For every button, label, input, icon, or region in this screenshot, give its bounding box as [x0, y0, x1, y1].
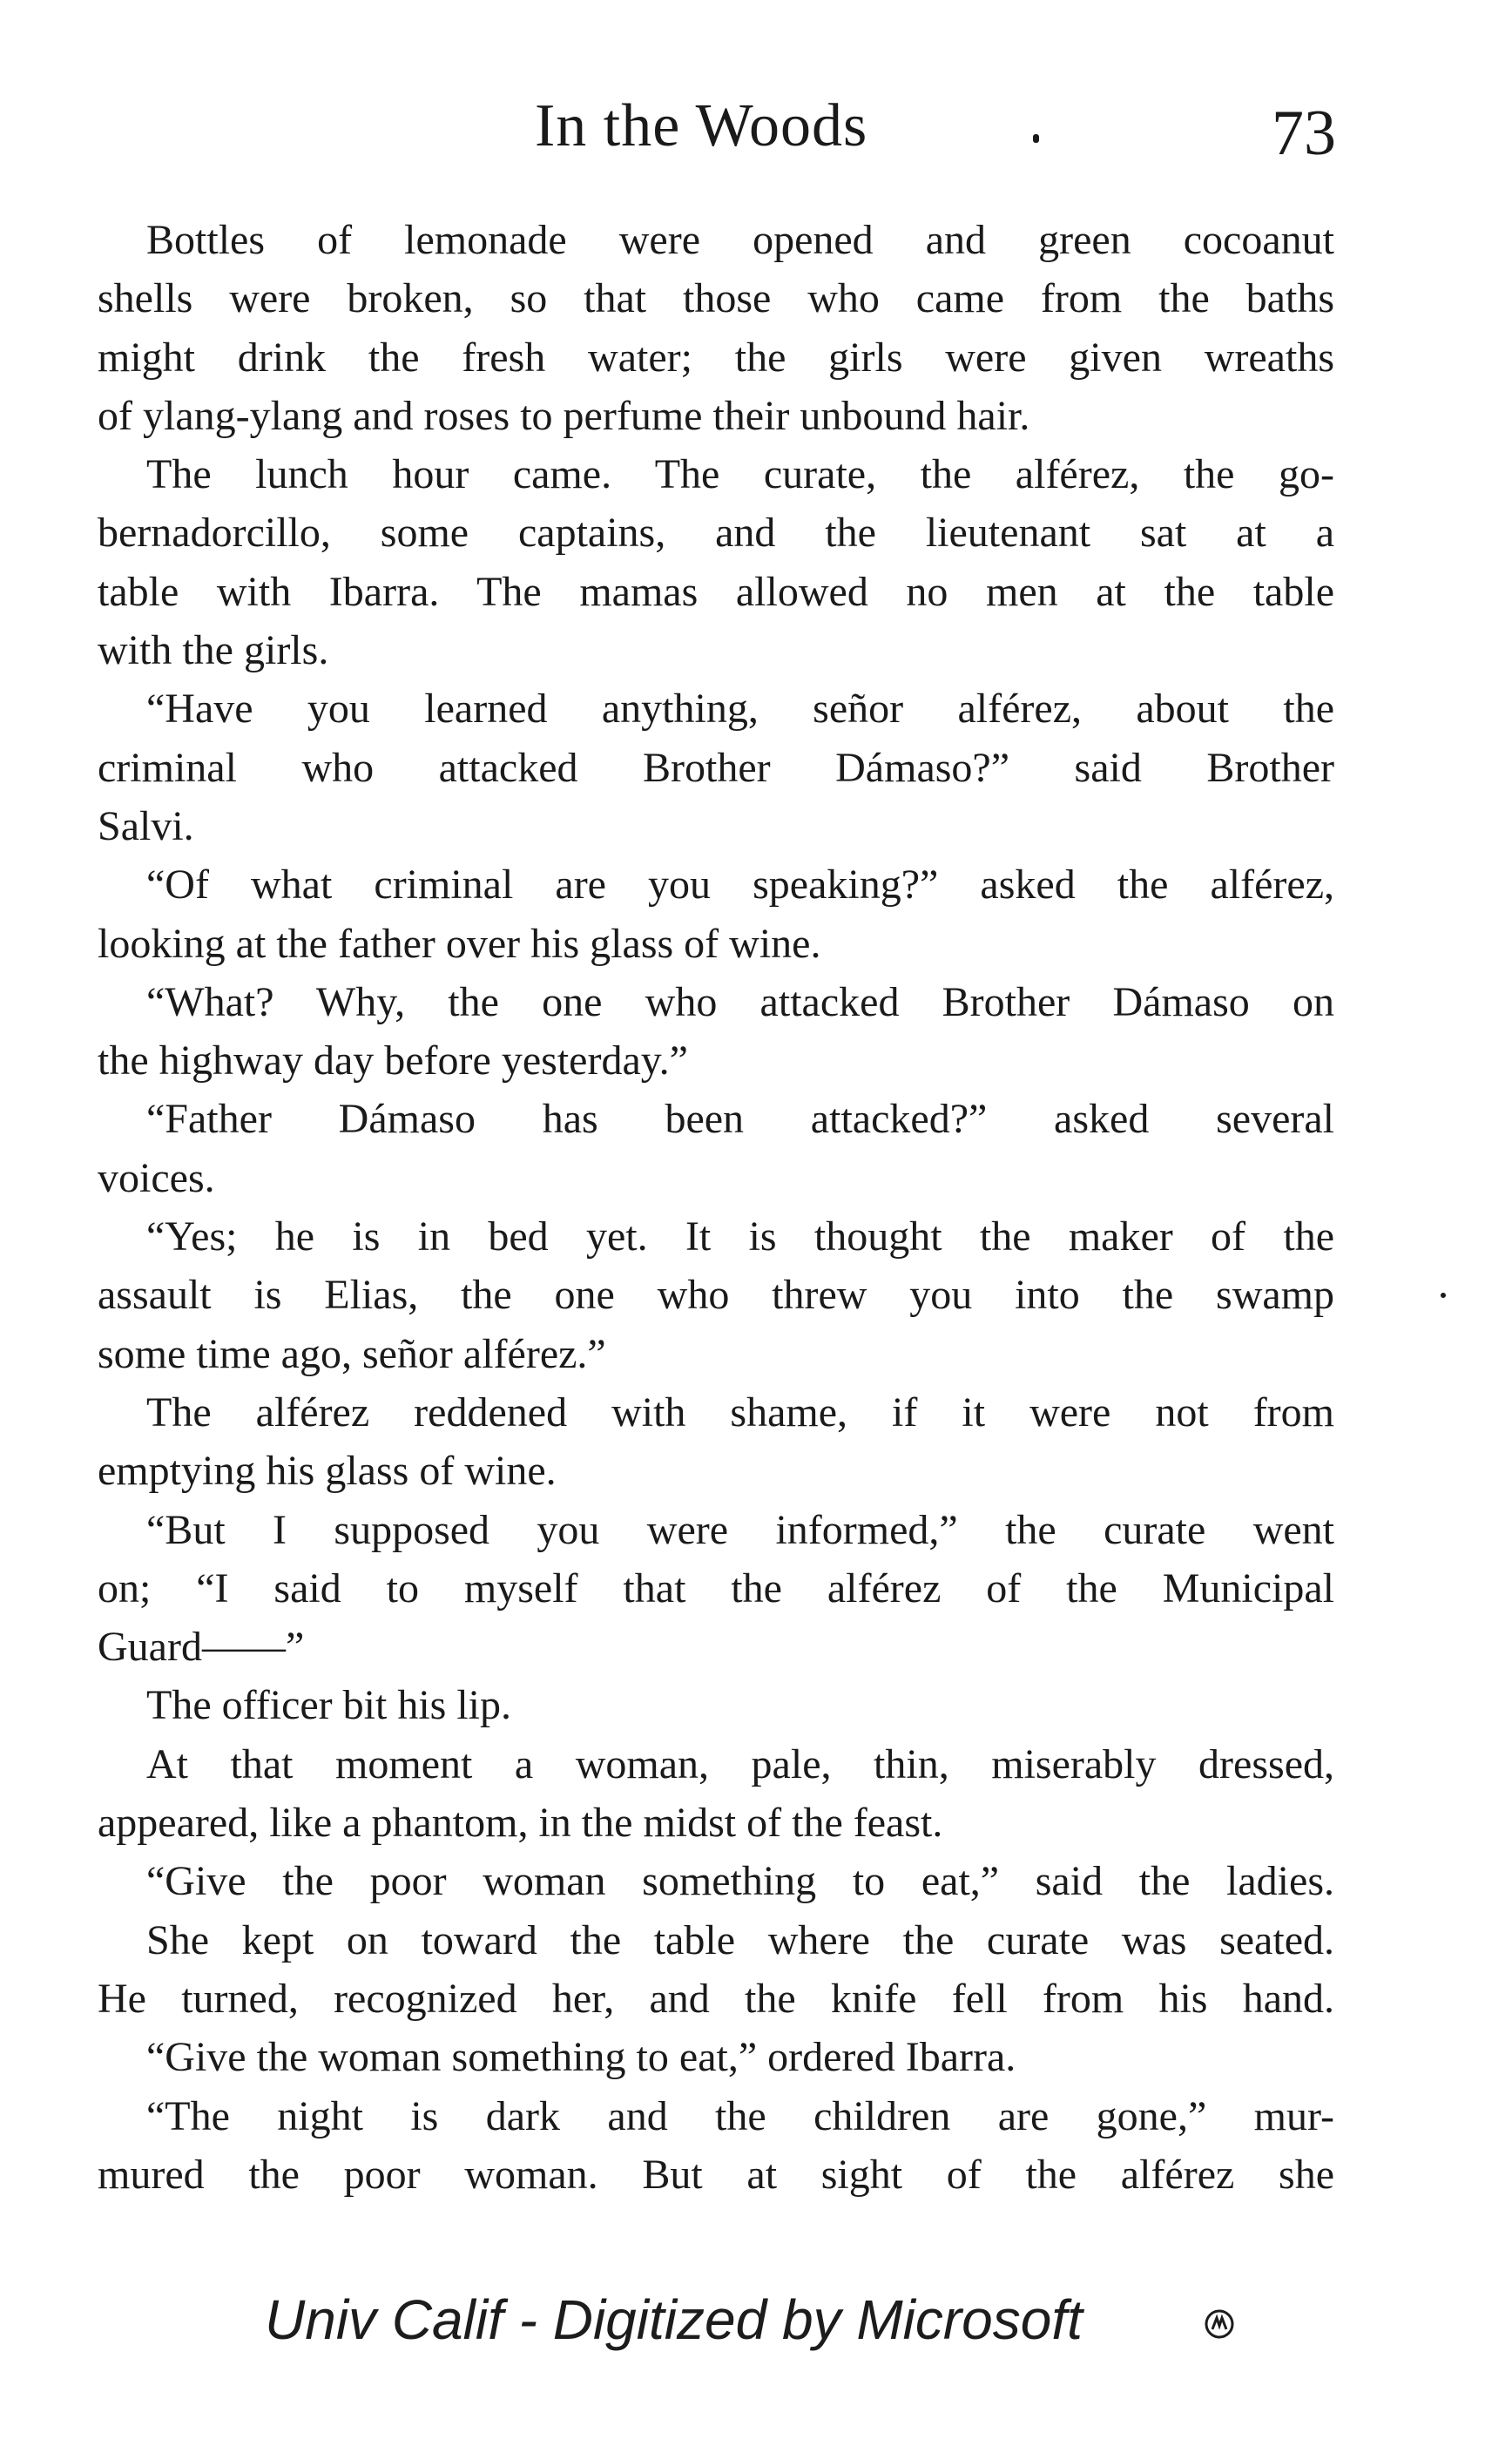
paragraph [98, 2028, 1334, 2086]
paragraph [98, 973, 1334, 1091]
text-line: “Father Dámaso has been attacked?” asked several [146, 1096, 1334, 1143]
text-line: “But I supposed you were informed,” the curate went [146, 1506, 1334, 1553]
text-line: “Of what criminal are you speaking?” asked the alférez, [146, 862, 1334, 909]
text-line: She kept on toward the table where the curate was seated. [146, 1916, 1334, 1963]
paragraph [98, 1735, 1334, 1853]
text-line: Bottles of lemonade were opened and green cocoanut [146, 217, 1334, 263]
text-line: voices. [98, 1154, 215, 1201]
text-line: looking at the father over his glass of wine. [98, 920, 821, 967]
text-line: the highway day before yesterday.” [98, 1037, 688, 1084]
text-line: assault is Elias, the one who threw you into the swamp [98, 1272, 1334, 1319]
text-line: “Have you learned anything, señor alférez, about the [146, 686, 1334, 733]
paragraph [98, 1090, 1334, 1207]
paragraph [98, 679, 1334, 855]
text-line: “Yes; he is in bed yet. It is thought the maker of the [146, 1213, 1334, 1260]
text-line: The officer bit his lip. [146, 1682, 512, 1729]
paragraph [98, 1207, 1334, 1383]
text-line: The lunch hour came. The curate, the alférez, the go- [146, 451, 1334, 498]
text-line: with the girls. [98, 627, 329, 674]
chapter-title: In the Woods [535, 92, 868, 159]
text-line: emptying his glass of wine. [98, 1448, 557, 1495]
body-text [98, 211, 1334, 2204]
text-line: of ylang-ylang and roses to perfume their unbound hair. [98, 392, 1030, 439]
digitization-watermark: Univ Calif - Digitized by Microsoft [265, 2288, 1083, 2351]
text-line: “What? Why, the one who attacked Brother Dámaso on [146, 978, 1334, 1025]
text-line: “The night is dark and the children are gone,” mur- [146, 2092, 1334, 2139]
text-line: “Give the poor woman something to eat,” said the ladies. [146, 1858, 1334, 1905]
header-mark [1033, 134, 1039, 143]
text-line: He turned, recognized her, and the knife fell from his hand. [98, 1975, 1334, 2022]
paragraph [98, 1676, 1334, 1734]
text-line: “Give the woman something to eat,” ordered Ibarra. [146, 2034, 1016, 2081]
paragraph [98, 2087, 1334, 2205]
text-line: might drink the fresh water; the girls were given wreaths [98, 334, 1334, 381]
paragraph [98, 855, 1334, 973]
text-line: criminal who attacked Brother Dámaso?” said Brother [98, 744, 1334, 791]
paragraph [98, 211, 1334, 445]
microsoft-logo-icon [1202, 2307, 1237, 2341]
text-line: At that moment a woman, pale, thin, miserably dressed, [146, 1740, 1334, 1787]
paragraph [98, 1911, 1334, 2029]
text-line: table with Ibarra. The mamas allowed no men at the table [98, 568, 1334, 615]
page-number: 73 [1272, 98, 1336, 169]
running-header [0, 87, 1512, 169]
text-line: Guard——” [98, 1624, 305, 1671]
text-line: some time ago, señor alférez.” [98, 1330, 606, 1377]
paragraph [98, 1852, 1334, 1910]
text-line: Salvi. [98, 802, 194, 849]
paragraph [98, 1501, 1334, 1677]
text-line: mured the poor woman. But at sight of the alférez she [98, 2151, 1334, 2198]
margin-speck [1441, 1293, 1446, 1298]
text-line: The alférez reddened with shame, if it were not from [146, 1389, 1334, 1436]
text-line: shells were broken, so that those who came from the baths [98, 275, 1334, 322]
text-line: on; “I said to myself that the alférez of the Municipal [98, 1564, 1334, 1612]
paragraph [98, 1383, 1334, 1501]
footer [0, 2280, 1512, 2368]
text-line: appeared, like a phantom, in the midst of the feast. [98, 1800, 943, 1847]
paragraph [98, 445, 1334, 679]
text-line: bernadorcillo, some captains, and the lieutenant sat at a [98, 510, 1334, 557]
